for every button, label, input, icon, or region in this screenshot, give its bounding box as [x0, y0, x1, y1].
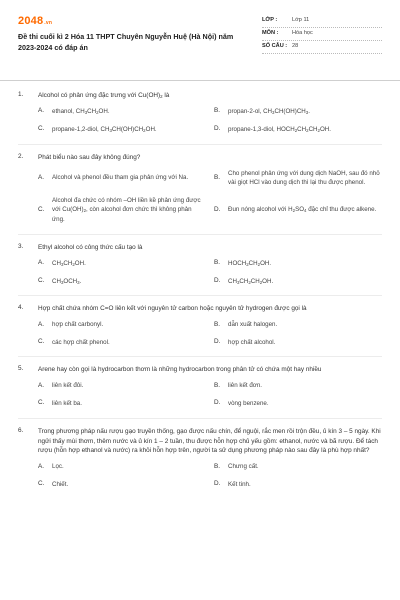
- option-letter: D.: [214, 205, 221, 213]
- option-letter: C.: [38, 480, 45, 488]
- question-text: Alcohol có phản ứng đặc trưng với $Cu(OH)_2$ là: [38, 92, 170, 99]
- question-text: Hợp chất chứa nhóm C=O liên kết với nguyên tử carbon hoặc nguyên tử hydrogen được gọi là: [38, 305, 307, 313]
- answer-option[interactable]: [38, 196, 206, 225]
- answer-options: [38, 107, 382, 135]
- meta-panel: [262, 15, 382, 62]
- answer-option[interactable]: [214, 169, 382, 188]
- option-letter: C.: [38, 338, 45, 346]
- answer-option[interactable]: [214, 320, 382, 330]
- option-letter: C.: [38, 205, 45, 213]
- option-text: ethanol, $CH_3CH_2OH$.: [52, 107, 110, 115]
- brand-logo[interactable]: [18, 14, 248, 29]
- answer-option[interactable]: [38, 381, 206, 391]
- option-text: liên kết đôi.: [52, 382, 84, 390]
- option-letter: B.: [214, 381, 221, 389]
- question-item: [18, 304, 382, 347]
- option-text: propane-1,3-diol, $HOCH_2CH_2CH_2OH$.: [228, 125, 331, 133]
- option-letter: B.: [214, 173, 221, 181]
- answer-options: [38, 320, 382, 347]
- answer-option[interactable]: [214, 125, 382, 135]
- option-text: các hợp chất phenol.: [52, 338, 110, 346]
- answer-option[interactable]: [214, 399, 382, 409]
- question-item: [18, 153, 382, 225]
- meta-count-key: SỐ CÂU :: [262, 43, 288, 50]
- answer-option[interactable]: [214, 462, 382, 472]
- answer-option[interactable]: [38, 462, 206, 472]
- answer-option[interactable]: [214, 381, 382, 391]
- answer-option[interactable]: [38, 107, 206, 117]
- question-stem: [18, 153, 382, 163]
- option-text: hợp chất carbonyl.: [52, 321, 104, 329]
- answer-option[interactable]: [38, 338, 206, 348]
- option-text: Kết tinh.: [228, 481, 251, 488]
- option-text: vòng benzene.: [228, 400, 269, 408]
- question-text: Phát biểu nào sau đây không đúng?: [38, 153, 141, 161]
- meta-row-class: [262, 15, 382, 28]
- answer-option[interactable]: [38, 320, 206, 330]
- option-letter: B.: [214, 259, 221, 267]
- meta-subject-key: MÔN :: [262, 30, 279, 37]
- option-letter: D.: [214, 480, 221, 488]
- option-text: $CH_3OCH_3$.: [52, 277, 82, 285]
- question-item: [18, 427, 382, 490]
- question-number: 3.: [18, 242, 24, 250]
- option-letter: C.: [38, 399, 45, 407]
- option-letter: D.: [214, 125, 221, 133]
- answer-options: [38, 169, 382, 225]
- question-number: 1.: [18, 91, 24, 98]
- meta-row-count: [262, 41, 382, 54]
- question-stem: [18, 243, 382, 253]
- question-stem: [18, 365, 382, 375]
- brand-suffix: .vn: [44, 20, 53, 26]
- option-letter: C.: [38, 276, 45, 284]
- question-text: Trong phương pháp nấu rượu gạo truyền thống, gạo được nấu chín, để nguội, rắc men rồi trộn đều, ủ kín 3 – 5 ngày. Khi ngửi thấy mùi thơm, thêm nước và ủ kín 1 – 2 tuần, thu được hỗn hợp chủ yếu gồm: ethanol, nước và bã rượu. Để tách rượu (hỗn hợp ethanol và nước) ra khỏi hỗn hợp trên, người ta sử dụng phương pháp nào sau đây là phù hợp nhất?: [38, 427, 381, 455]
- option-text: $CH_3CH_2OH$.: [52, 259, 86, 267]
- question-number: 4.: [18, 304, 24, 312]
- option-text: Đun nóng alcohol với $H_2SO_4$ đặc chỉ thu được alkene.: [228, 206, 377, 214]
- meta-class-value: Lớp 11: [292, 17, 310, 24]
- answer-option[interactable]: [38, 259, 206, 269]
- option-letter: B.: [214, 107, 221, 115]
- answer-option[interactable]: [214, 480, 382, 490]
- question-number: 2.: [18, 152, 24, 160]
- answer-option[interactable]: [214, 107, 382, 117]
- question-divider: [18, 356, 382, 357]
- option-text: $CH_3CH_2CH_2OH$.: [228, 277, 274, 285]
- option-text: liên kết đơn.: [228, 382, 262, 390]
- answer-option[interactable]: [214, 259, 382, 269]
- option-letter: B.: [214, 462, 221, 470]
- option-text: hợp chất alcohol.: [228, 338, 276, 346]
- answer-options: [38, 259, 382, 287]
- question-number: 5.: [18, 365, 24, 373]
- option-text: Lọc.: [52, 463, 64, 471]
- option-text: Cho phenol phản ứng với dung dịch NaOH, sau đó nhỏ vài giọt HCl vào dung dịch thì lại thu được phenol.: [228, 169, 380, 187]
- meta-count-value: 28: [292, 43, 299, 50]
- answer-option[interactable]: [38, 125, 206, 135]
- answer-option[interactable]: [38, 277, 206, 287]
- option-letter: C.: [38, 125, 45, 133]
- option-text: Alcohol đa chức có nhóm –OH liền kề phản ứng được với $Cu(OH)_2$, còn alcohol đơn chức thì không phản ứng.: [52, 196, 201, 224]
- option-letter: A.: [38, 107, 45, 115]
- answer-option[interactable]: [38, 399, 206, 409]
- answer-option[interactable]: [38, 169, 206, 188]
- option-letter: A.: [38, 173, 45, 181]
- document-title: Đề thi cuối kì 2 Hóa 11 THPT Chuyên Nguyễn Huệ (Hà Nội) năm 2023-2024 có đáp án: [18, 32, 234, 52]
- question-divider: [18, 234, 382, 235]
- answer-options: [38, 381, 382, 408]
- answer-option[interactable]: [214, 277, 382, 287]
- question-divider: [18, 144, 382, 145]
- header-left: [18, 14, 248, 62]
- brand-name: 2048: [18, 15, 44, 27]
- option-letter: B.: [214, 320, 221, 328]
- option-text: propane-1,2-diol, $CH_3CH(OH)CH_2OH$.: [52, 125, 157, 133]
- header-divider: [0, 80, 400, 81]
- answer-options: [38, 462, 382, 489]
- question-text: Ethyl alcohol có công thức cấu tạo là: [38, 243, 143, 251]
- question-divider: [18, 295, 382, 296]
- meta-class-key: LỚP :: [262, 17, 278, 24]
- option-text: Chưng cất.: [228, 463, 259, 471]
- option-letter: A.: [38, 320, 45, 328]
- question-number: 6.: [18, 426, 24, 434]
- option-letter: D.: [214, 276, 221, 284]
- question-item: [18, 365, 382, 408]
- meta-subject-value: Hóa học: [292, 30, 313, 37]
- option-letter: A.: [38, 259, 45, 267]
- question-stem: [18, 91, 382, 101]
- option-text: dẫn xuất halogen.: [228, 321, 278, 329]
- option-letter: D.: [214, 338, 221, 346]
- option-letter: A.: [38, 381, 45, 389]
- question-item: [18, 91, 382, 135]
- meta-row-subject: [262, 28, 382, 41]
- question-stem: [18, 427, 382, 457]
- option-text: liên kết ba.: [52, 400, 82, 408]
- question-stem: [18, 304, 382, 314]
- option-text: $HOCH_2CH_2OH$.: [228, 259, 272, 267]
- option-text: propan-2-ol, $CH_3CH(OH)CH_3$.: [228, 107, 310, 115]
- option-text: Alcohol và phenol đều tham gia phản ứng với Na.: [52, 174, 189, 182]
- option-letter: A.: [38, 462, 45, 470]
- option-letter: D.: [214, 399, 221, 407]
- question-text: Arene hay còn gọi là hydrocarbon thơm là những hydrocarbon trong phân tử có chứa một hay nhiều: [38, 366, 322, 374]
- question-list: [18, 91, 382, 490]
- question-item: [18, 243, 382, 287]
- answer-option[interactable]: [214, 196, 382, 225]
- question-divider: [18, 418, 382, 419]
- answer-option[interactable]: [214, 338, 382, 348]
- answer-option[interactable]: [38, 480, 206, 490]
- page-header: [18, 14, 382, 62]
- option-text: Chiết.: [52, 481, 69, 488]
